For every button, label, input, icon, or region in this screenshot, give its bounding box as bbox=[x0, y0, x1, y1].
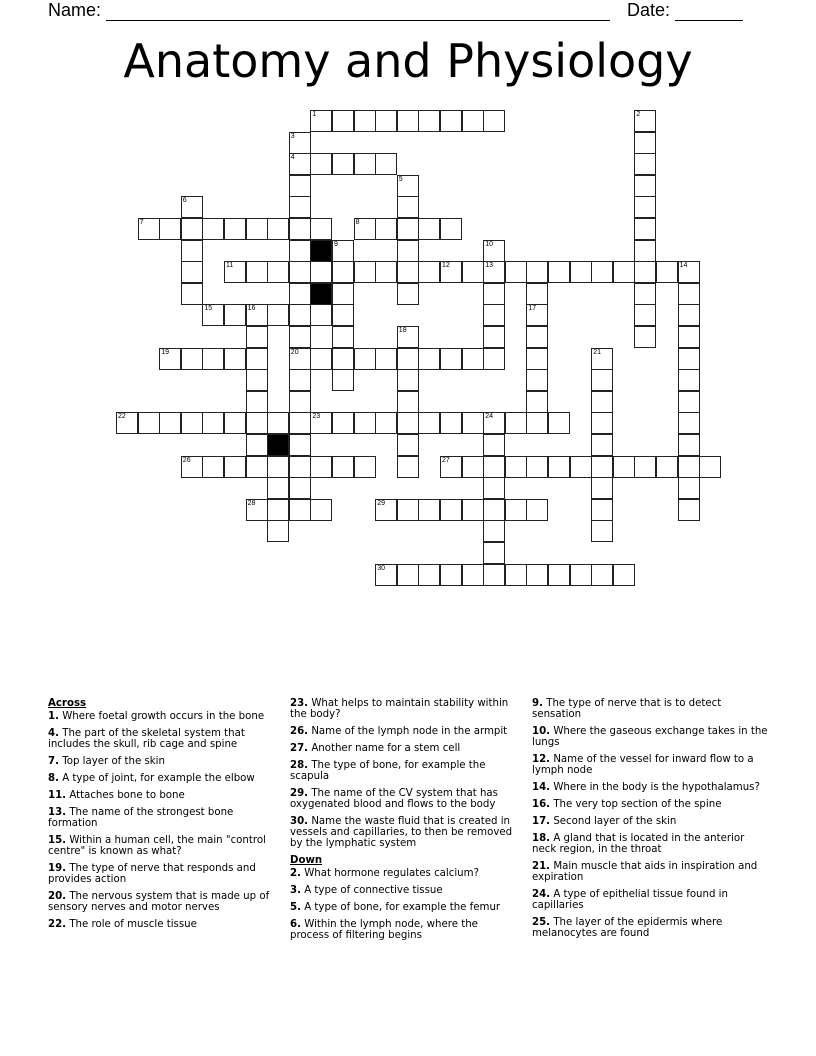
grid-cell[interactable] bbox=[267, 412, 289, 434]
grid-cell[interactable] bbox=[462, 499, 484, 521]
clue-number: 24 bbox=[485, 413, 493, 421]
grid-cell[interactable] bbox=[656, 261, 678, 283]
grid-cell[interactable] bbox=[397, 391, 419, 413]
grid-cell[interactable] bbox=[289, 240, 311, 262]
grid-cell[interactable] bbox=[483, 520, 505, 542]
grid-cell[interactable] bbox=[397, 564, 419, 586]
grid-cell[interactable] bbox=[246, 218, 268, 240]
grid-cell[interactable] bbox=[159, 348, 181, 370]
clue-down-24: 24. A type of epithelial tissue found in capillaries bbox=[532, 889, 728, 911]
grid-cell[interactable] bbox=[591, 348, 613, 370]
grid-cell[interactable] bbox=[483, 542, 505, 564]
grid-cell[interactable] bbox=[483, 412, 505, 434]
grid-cell[interactable] bbox=[375, 153, 397, 175]
clue-down-9: 9. The type of nerve that is to detect sensation bbox=[532, 698, 722, 720]
grid-cell[interactable] bbox=[678, 304, 700, 326]
grid-cell[interactable] bbox=[224, 218, 246, 240]
name-label: Name: bbox=[48, 0, 102, 20]
clue-across-30: 30. Name the waste fluid that is created in vessels and capillaries, to then be removed by the lymphatic system bbox=[290, 816, 513, 849]
grid-cell[interactable] bbox=[397, 110, 419, 132]
grid-cell[interactable] bbox=[526, 283, 548, 305]
black-square bbox=[267, 434, 289, 456]
grid-cell[interactable] bbox=[181, 456, 203, 478]
grid-cell[interactable] bbox=[678, 348, 700, 370]
grid-cell[interactable] bbox=[289, 391, 311, 413]
grid-cell[interactable] bbox=[591, 412, 613, 434]
grid-cell[interactable] bbox=[526, 499, 548, 521]
clue-number: 3 bbox=[290, 132, 295, 140]
grid-cell[interactable] bbox=[591, 369, 613, 391]
grid-cell[interactable] bbox=[375, 412, 397, 434]
grid-cell[interactable] bbox=[202, 412, 224, 434]
grid-cell[interactable] bbox=[440, 110, 462, 132]
clue-number: 22 bbox=[118, 413, 126, 421]
clue-across-13: 13. The name of the strongest bone formation bbox=[48, 807, 234, 829]
grid-cell[interactable] bbox=[526, 391, 548, 413]
grid-cell[interactable] bbox=[634, 240, 656, 262]
grid-cell[interactable] bbox=[332, 304, 354, 326]
grid-cell[interactable] bbox=[375, 110, 397, 132]
grid-cell[interactable] bbox=[202, 456, 224, 478]
grid-cell[interactable] bbox=[181, 218, 203, 240]
grid-cell[interactable] bbox=[375, 499, 397, 521]
grid-cell[interactable] bbox=[483, 348, 505, 370]
grid-cell[interactable] bbox=[181, 412, 203, 434]
clue-number: 25 bbox=[269, 435, 277, 442]
grid-cell[interactable] bbox=[548, 412, 570, 434]
clue-across-4: 4. The part of the skeletal system that includes the skull, rib cage and spine bbox=[48, 728, 245, 750]
clue-across-29: 29. The name of the CV system that has oxygenated blood and flows to the body bbox=[290, 788, 498, 810]
grid-cell[interactable] bbox=[224, 412, 246, 434]
grid-cell[interactable] bbox=[332, 283, 354, 305]
grid-cell[interactable] bbox=[246, 412, 268, 434]
clue-down-10: 10. Where the gaseous exchange takes in the lungs bbox=[532, 726, 768, 748]
grid-cell[interactable] bbox=[354, 348, 376, 370]
clue-across-20: 20. The nervous system that is made up of sensory nerves and motor nerves bbox=[48, 891, 270, 913]
clue-across-26: 26. Name of the lymph node in the armpit bbox=[290, 726, 508, 737]
grid-cell[interactable] bbox=[310, 304, 332, 326]
grid-cell[interactable] bbox=[440, 412, 462, 434]
grid-cell[interactable] bbox=[354, 412, 376, 434]
clue-down-18: 18. A gland that is located in the anterior neck region, in the throat bbox=[532, 833, 745, 855]
grid-cell[interactable] bbox=[505, 456, 527, 478]
grid-cell[interactable] bbox=[678, 456, 700, 478]
clue-down-12: 12. Name of the vessel for inward flow to a lymph node bbox=[532, 754, 754, 776]
grid-cell[interactable] bbox=[634, 175, 656, 197]
grid-cell[interactable] bbox=[526, 326, 548, 348]
clue-across-23: 23. What helps to maintain stability within the body? bbox=[290, 698, 509, 720]
grid-cell[interactable] bbox=[505, 412, 527, 434]
grid-cell[interactable] bbox=[310, 153, 332, 175]
grid-cell[interactable] bbox=[289, 326, 311, 348]
clue-across-1: 1. Where foetal growth occurs in the bone bbox=[48, 711, 265, 722]
date-label: Date: bbox=[627, 0, 671, 20]
grid-cell[interactable] bbox=[267, 477, 289, 499]
grid-cell[interactable] bbox=[246, 348, 268, 370]
grid-cell[interactable] bbox=[246, 304, 268, 326]
clue-number: 14 bbox=[679, 262, 688, 270]
grid-cell[interactable] bbox=[289, 196, 311, 218]
grid-cell[interactable] bbox=[591, 391, 613, 413]
grid-cell[interactable] bbox=[354, 110, 376, 132]
clue-number: 2 bbox=[636, 111, 641, 118]
grid-cell[interactable] bbox=[634, 132, 656, 154]
grid-cell[interactable] bbox=[591, 520, 613, 542]
grid-cell[interactable] bbox=[267, 261, 289, 283]
grid-cell[interactable] bbox=[354, 456, 376, 478]
grid-cell[interactable] bbox=[483, 261, 505, 283]
grid-cell[interactable] bbox=[462, 456, 484, 478]
grid-cell[interactable] bbox=[678, 261, 700, 283]
grid-cell[interactable] bbox=[656, 456, 678, 478]
grid-cell[interactable] bbox=[332, 153, 354, 175]
clue-number: 30 bbox=[377, 564, 385, 572]
grid-cell[interactable] bbox=[591, 499, 613, 521]
grid-cell[interactable] bbox=[354, 218, 376, 240]
grid-cell[interactable] bbox=[634, 218, 656, 240]
grid-cell[interactable] bbox=[548, 456, 570, 478]
grid-cell[interactable] bbox=[202, 348, 224, 370]
grid-cell[interactable] bbox=[375, 564, 397, 586]
clue-number: 1 bbox=[312, 111, 317, 118]
grid-cell[interactable] bbox=[483, 456, 505, 478]
grid-cell[interactable] bbox=[397, 412, 419, 434]
grid-cell[interactable] bbox=[678, 283, 700, 305]
clue-across-8: 8. A type of joint, for example the elbow bbox=[48, 773, 255, 784]
grid-cell[interactable] bbox=[289, 477, 311, 499]
grid-cell[interactable] bbox=[634, 283, 656, 305]
clue-down-16: 16. The very top section of the spine bbox=[532, 799, 722, 810]
grid-cell[interactable] bbox=[267, 218, 289, 240]
grid-cell[interactable] bbox=[138, 218, 160, 240]
grid-cell[interactable] bbox=[462, 110, 484, 132]
grid-cell[interactable] bbox=[526, 369, 548, 391]
clue-number: 23 bbox=[312, 413, 321, 421]
grid-cell[interactable] bbox=[462, 564, 484, 586]
grid-cell[interactable] bbox=[289, 434, 311, 456]
grid-cell[interactable] bbox=[634, 261, 656, 283]
grid-cell[interactable] bbox=[570, 261, 592, 283]
grid-cell[interactable] bbox=[678, 477, 700, 499]
grid-cell[interactable] bbox=[289, 132, 311, 154]
clue-number: 10 bbox=[485, 240, 493, 248]
grid-cell[interactable] bbox=[310, 348, 332, 370]
grid-cell[interactable] bbox=[462, 261, 484, 283]
clue-across-27: 27. Another name for a stem cell bbox=[290, 743, 461, 754]
grid-cell[interactable] bbox=[483, 326, 505, 348]
clue-down-6: 6. Within the lymph node, where the process of filtering begins bbox=[290, 919, 478, 941]
black-square bbox=[310, 240, 332, 262]
grid-cell[interactable] bbox=[332, 412, 354, 434]
grid-cell[interactable] bbox=[246, 326, 268, 348]
grid-cell[interactable] bbox=[397, 369, 419, 391]
grid-cell[interactable] bbox=[483, 434, 505, 456]
grid-cell[interactable] bbox=[267, 304, 289, 326]
grid-cell[interactable] bbox=[375, 261, 397, 283]
grid-cell[interactable] bbox=[332, 326, 354, 348]
grid-cell[interactable] bbox=[526, 412, 548, 434]
grid-cell[interactable] bbox=[462, 412, 484, 434]
grid-cell[interactable] bbox=[678, 499, 700, 521]
grid-cell[interactable] bbox=[440, 348, 462, 370]
grid-cell[interactable] bbox=[440, 564, 462, 586]
grid-cell[interactable] bbox=[181, 348, 203, 370]
grid-cell[interactable] bbox=[397, 434, 419, 456]
clue-down-5: 5. A type of bone, for example the femur bbox=[290, 902, 501, 913]
grid-cell[interactable] bbox=[591, 564, 613, 586]
grid-cell[interactable] bbox=[397, 218, 419, 240]
grid-cell[interactable] bbox=[375, 348, 397, 370]
grid-cell[interactable] bbox=[678, 434, 700, 456]
grid-cell[interactable] bbox=[397, 261, 419, 283]
grid-cell[interactable] bbox=[483, 240, 505, 262]
grid-cell[interactable] bbox=[634, 326, 656, 348]
grid-cell[interactable] bbox=[613, 261, 635, 283]
grid-cell[interactable] bbox=[181, 240, 203, 262]
clues-column-3 bbox=[532, 698, 768, 945]
grid-cell[interactable] bbox=[483, 110, 505, 132]
grid-cell[interactable] bbox=[483, 477, 505, 499]
grid-cell[interactable] bbox=[462, 348, 484, 370]
clues-column-1 bbox=[48, 698, 276, 936]
grid-cell[interactable] bbox=[634, 304, 656, 326]
grid-cell[interactable] bbox=[354, 153, 376, 175]
clue-number: 15 bbox=[204, 305, 213, 313]
grid-cell[interactable] bbox=[267, 520, 289, 542]
grid-cell[interactable] bbox=[267, 456, 289, 478]
clue-number: 29 bbox=[377, 499, 385, 507]
grid-cell[interactable] bbox=[570, 456, 592, 478]
grid-cell[interactable] bbox=[202, 304, 224, 326]
grid-cell[interactable] bbox=[548, 564, 570, 586]
grid-cell[interactable] bbox=[526, 348, 548, 370]
clue-down-14: 14. Where in the body is the hypothalamus? bbox=[532, 782, 760, 793]
grid-cell[interactable] bbox=[289, 283, 311, 305]
clue-number: 26 bbox=[182, 456, 191, 464]
grid-cell[interactable] bbox=[418, 499, 440, 521]
grid-cell[interactable] bbox=[289, 175, 311, 197]
grid-cell[interactable] bbox=[246, 499, 268, 521]
grid-cell[interactable] bbox=[397, 326, 419, 348]
clue-number: 16 bbox=[247, 305, 256, 313]
grid-cell[interactable] bbox=[440, 499, 462, 521]
grid-cell[interactable] bbox=[505, 499, 527, 521]
grid-cell[interactable] bbox=[440, 218, 462, 240]
grid-cell[interactable] bbox=[591, 434, 613, 456]
grid-cell[interactable] bbox=[397, 175, 419, 197]
clue-across-19: 19. The type of nerve that responds and provides action bbox=[48, 863, 256, 885]
grid-cell[interactable] bbox=[310, 110, 332, 132]
grid-cell[interactable] bbox=[375, 218, 397, 240]
grid-cell[interactable] bbox=[224, 261, 246, 283]
grid-cell[interactable] bbox=[397, 196, 419, 218]
grid-cell[interactable] bbox=[505, 261, 527, 283]
clue-number: 19 bbox=[161, 348, 169, 356]
grid-cell[interactable] bbox=[526, 564, 548, 586]
grid-cell[interactable] bbox=[505, 564, 527, 586]
clues-column-2 bbox=[290, 698, 520, 947]
grid-cell[interactable] bbox=[289, 304, 311, 326]
clue-across-11: 11. Attaches bone to bone bbox=[48, 790, 185, 801]
grid-cell[interactable] bbox=[678, 391, 700, 413]
clue-number: 28 bbox=[247, 499, 256, 507]
grid-cell[interactable] bbox=[397, 283, 419, 305]
grid-cell[interactable] bbox=[678, 369, 700, 391]
clue-down-2: 2. What hormone regulates calcium? bbox=[290, 868, 479, 879]
grid-cell[interactable] bbox=[289, 369, 311, 391]
grid-cell[interactable] bbox=[246, 456, 268, 478]
clue-number: 21 bbox=[593, 348, 601, 356]
page-title: Anatomy and Physiology bbox=[123, 34, 693, 88]
grid-cell[interactable] bbox=[483, 499, 505, 521]
grid-cell[interactable] bbox=[483, 283, 505, 305]
clue-across-22: 22. The role of muscle tissue bbox=[48, 919, 197, 930]
grid-cell[interactable] bbox=[310, 218, 332, 240]
grid-cell[interactable] bbox=[548, 261, 570, 283]
clue-number: 17 bbox=[528, 305, 537, 313]
grid-cell[interactable] bbox=[418, 348, 440, 370]
grid-cell[interactable] bbox=[483, 564, 505, 586]
grid-cell[interactable] bbox=[634, 196, 656, 218]
across-heading: Across bbox=[48, 698, 87, 709]
grid-cell[interactable] bbox=[159, 412, 181, 434]
grid-cell[interactable] bbox=[418, 412, 440, 434]
grid-cell[interactable] bbox=[159, 218, 181, 240]
grid-cell[interactable] bbox=[397, 499, 419, 521]
grid-cell[interactable] bbox=[181, 283, 203, 305]
clue-number: 8 bbox=[355, 219, 360, 226]
grid-cell[interactable] bbox=[310, 261, 332, 283]
clue-number: 27 bbox=[442, 456, 450, 464]
grid-cell[interactable] bbox=[699, 456, 721, 478]
clue-across-28: 28. The type of bone, for example the scapula bbox=[290, 760, 486, 782]
down-heading: Down bbox=[290, 855, 323, 866]
grid-cell[interactable] bbox=[224, 304, 246, 326]
grid-cell[interactable] bbox=[310, 412, 332, 434]
grid-cell[interactable] bbox=[591, 477, 613, 499]
grid-cell[interactable] bbox=[354, 261, 376, 283]
grid-cell[interactable] bbox=[591, 261, 613, 283]
grid-cell[interactable] bbox=[224, 348, 246, 370]
clue-number: 18 bbox=[398, 327, 407, 334]
grid-cell[interactable] bbox=[332, 348, 354, 370]
grid-cell[interactable] bbox=[634, 456, 656, 478]
grid-cell[interactable] bbox=[181, 196, 203, 218]
grid-cell[interactable] bbox=[246, 369, 268, 391]
grid-cell[interactable] bbox=[678, 326, 700, 348]
black-square bbox=[310, 283, 332, 305]
grid-cell[interactable] bbox=[418, 110, 440, 132]
grid-cell[interactable] bbox=[332, 261, 354, 283]
grid-cell[interactable] bbox=[138, 412, 160, 434]
grid-cell[interactable] bbox=[289, 348, 311, 370]
grid-cell[interactable] bbox=[483, 304, 505, 326]
grid-cell[interactable] bbox=[570, 564, 592, 586]
grid-cell[interactable] bbox=[202, 218, 224, 240]
grid-cell[interactable] bbox=[289, 412, 311, 434]
grid-cell[interactable] bbox=[289, 261, 311, 283]
grid-cell[interactable] bbox=[591, 456, 613, 478]
grid-cell[interactable] bbox=[526, 304, 548, 326]
grid-cell[interactable] bbox=[613, 564, 635, 586]
grid-cell[interactable] bbox=[397, 240, 419, 262]
grid-cell[interactable] bbox=[332, 110, 354, 132]
grid-cell[interactable] bbox=[246, 261, 268, 283]
grid-cell[interactable] bbox=[246, 391, 268, 413]
grid-cell[interactable] bbox=[634, 110, 656, 132]
grid-cell[interactable] bbox=[418, 218, 440, 240]
clue-down-17: 17. Second layer of the skin bbox=[532, 816, 677, 827]
grid-cell[interactable] bbox=[289, 456, 311, 478]
grid-cell[interactable] bbox=[678, 412, 700, 434]
grid-cell[interactable] bbox=[332, 369, 354, 391]
grid-cell[interactable] bbox=[332, 456, 354, 478]
clue-number: 5 bbox=[398, 175, 403, 183]
clue-number: 6 bbox=[182, 197, 187, 205]
grid-cell[interactable] bbox=[246, 434, 268, 456]
grid-cell[interactable] bbox=[267, 499, 289, 521]
clue-number: 9 bbox=[334, 240, 338, 248]
grid-cell[interactable] bbox=[418, 261, 440, 283]
clue-across-7: 7. Top layer of the skin bbox=[48, 756, 165, 767]
clue-down-25: 25. The layer of the epidermis where melanocytes are found bbox=[532, 917, 723, 939]
clue-number: 7 bbox=[139, 219, 144, 226]
grid-cell[interactable] bbox=[526, 456, 548, 478]
clue-across-15: 15. Within a human cell, the main "control centre" is known as what? bbox=[48, 835, 266, 857]
clue-number: 13 bbox=[485, 262, 493, 270]
clue-number: 4 bbox=[290, 154, 295, 162]
grid-cell[interactable] bbox=[289, 499, 311, 521]
grid-cell[interactable] bbox=[440, 456, 462, 478]
clue-number: 20 bbox=[290, 348, 299, 356]
grid-cell[interactable] bbox=[613, 456, 635, 478]
grid-cell[interactable] bbox=[181, 261, 203, 283]
grid-cell[interactable] bbox=[289, 153, 311, 175]
grid-cell[interactable] bbox=[418, 564, 440, 586]
grid-cell[interactable] bbox=[526, 261, 548, 283]
clue-down-21: 21. Main muscle that aids in inspiration and expiration bbox=[532, 861, 758, 883]
grid-cell[interactable] bbox=[397, 456, 419, 478]
clue-number: 12 bbox=[442, 262, 450, 270]
grid-cell[interactable] bbox=[224, 456, 246, 478]
clue-down-3: 3. A type of connective tissue bbox=[290, 885, 443, 896]
grid-cell[interactable] bbox=[332, 240, 354, 262]
grid-cell[interactable] bbox=[634, 153, 656, 175]
grid-cell[interactable] bbox=[116, 412, 138, 434]
grid-cell[interactable] bbox=[440, 261, 462, 283]
clue-number: 11 bbox=[226, 262, 234, 270]
grid-cell[interactable] bbox=[310, 456, 332, 478]
grid-cell[interactable] bbox=[397, 348, 419, 370]
grid-cell[interactable] bbox=[289, 218, 311, 240]
grid-cell[interactable] bbox=[310, 499, 332, 521]
